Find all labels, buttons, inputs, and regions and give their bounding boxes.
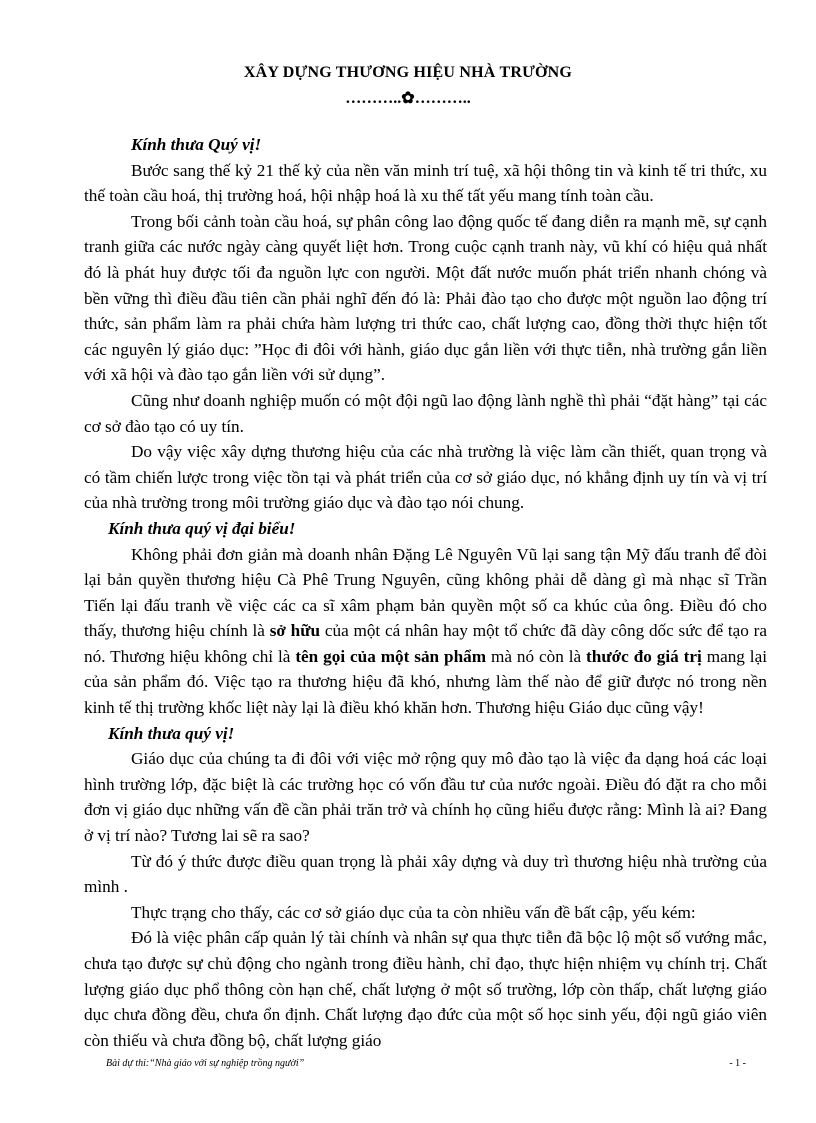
paragraph-2: Trong bối cảnh toàn cầu hoá, sự phân công lao động quốc tế đang diễn ra mạnh mẽ, sự cạnh tranh giữa các nước ngày càng quyết liệt hơn. Trong cuộc cạnh tranh này, vũ khí có hiệu quả nhất đó là phát huy được tối đa nguồn lực con người. Một đất nước muốn phát triển nhanh chóng và bền vững thì điều đầu tiên cần phải nghĩ đến đó là: Phải đào tạo cho được một nguồn lao động trí thức, sản phẩm làm ra phải chứa hàm lượng tri thức cao, chất lượng cao, đồng thời thực hiện tốt các nguyên lý giáo dục: ”Học đi đôi với hành, giáo dục gắn liền với thực tiễn, nhà trường gắn liền với xã hội và đào tạo gắn liền với sử dụng”. (84, 211, 767, 385)
paragraph-5-text-c: của một cá nhân hay một tổ chức đã dày công dốc sức để tạo ra nó. Thương hiệu không chỉ là (84, 621, 767, 666)
paragraph-5-bold-value-measure: thước đo giá trị (586, 646, 702, 666)
salutation-1: Kính thưa Quý vị! (131, 135, 262, 154)
document-title: XÂY DỰNG THƯƠNG HIỆU NHÀ TRƯỜNG (243, 64, 573, 81)
paragraph-4: Do vậy việc xây dựng thương hiệu của các nhà trường là việc làm cần thiết, quan trọng và có tầm chiến lược trong việc tồn tại và phát triển của cơ sở giáo dục, nó khẳng định uy tín và vị trí của nhà trường trong môi trường giáo dục và đào tạo nói chung. (84, 442, 767, 513)
ornament-dots-right: ……….. (414, 90, 471, 107)
paragraph-5-bold-product-name: tên gọi của một sản phẩm (295, 646, 487, 666)
paragraph-5-text-g: mang lại của sản phẩm đó. Việc tạo ra thương hiệu đã khó, nhưng làm thế nào để giữ được nó trong nền kinh tế thị trường khốc liệt này lại là điều khó khăn hơn. Thương hiệu Giáo dục cũng vậy! (84, 646, 767, 718)
ornament-dots-left: ……….. (345, 90, 402, 107)
salutation-2: Kính thưa quý vị đại biểu! (108, 518, 296, 538)
footer-caption: Bài dự thi:“Nhà giáo với sự nghiệp trồng người” (106, 1058, 305, 1069)
paragraph-8: Thực trạng cho thấy, các cơ sở giáo dục của ta còn nhiều vấn đề bất cập, yếu kém: (131, 902, 696, 922)
title-ornament (0, 88, 816, 108)
paragraph-7: Từ đó ý thức được điều quan trọng là phải xây dựng và duy trì thương hiệu nhà trường của mình . (84, 851, 767, 897)
paragraph-5-text-a: Không phải đơn giản mà doanh nhân Đặng Lê Nguyên Vũ lại sang tận Mỹ đấu tranh để đòi lại bản quyền thương hiệu Cà Phê Trung Nguyên, cũng không phải dễ dàng gì mà nhạc sĩ Trần Tiến lại đấu tranh về việc các ca sĩ xâm phạm bản quyền một số ca khúc của ông. Điều đó cho thấy, thương hiệu chính là (84, 544, 767, 641)
salutation-3: Kính thưa quý vị! (108, 723, 235, 743)
paragraph-5-text-e: mà nó còn là (486, 646, 587, 666)
paragraph-6: Giáo dục của chúng ta đi đôi với việc mở rộng quy mô đào tạo là việc đa dạng hoá các loại hình trường lớp, đặc biệt là các trường học có vốn đầu tư của nước ngoài. Điều đó đặt ra cho mỗi đơn vị giáo dục những vấn đề cần phải trăn trở và chính họ cũng hiểu được rằng: Mình là ai? Đang ở vị trí nào? Tương lai sẽ ra sao? (84, 749, 767, 846)
flower-ornament-icon: ✿ (401, 90, 415, 107)
paragraph-9: Đó là việc phân cấp quản lý tài chính và nhân sự qua thực tiễn đã bộc lộ một số vướng mắc, chưa tạo được sự chủ động cho ngành trong điều hành, chỉ đạo, thực hiện nhiệm vụ chính trị. Chất lượng giáo dục phổ thông còn hạn chế, chất lượng ở một số trường, lớp còn thấp, chất lượng giáo dục chưa đồng đều, chưa ổn định. Chất lượng đạo đức của một số học sinh yếu, đội ngũ giáo viên còn thiếu và chưa đồng bộ, chất lượng giáo (84, 928, 767, 1050)
page-number: - 1 - (729, 1058, 746, 1069)
document-body (84, 132, 767, 1053)
paragraph-5-bold-ownership: sở hữu (269, 621, 321, 641)
paragraph-5 (84, 542, 767, 721)
paragraph-3: Cũng như doanh nghiệp muốn có một đội ngũ lao động lành nghề thì phải “đặt hàng” tại các cơ sở đào tạo có uy tín. (84, 390, 767, 436)
paragraph-1: Bước sang thế kỷ 21 thế kỷ của nền văn minh trí tuệ, xã hội thông tin và kinh tế tri thức, xu thế toàn cầu hoá, thị trường hoá, hội nhập hoá là xu thế tất yếu mang tính toàn cầu. (84, 160, 767, 206)
